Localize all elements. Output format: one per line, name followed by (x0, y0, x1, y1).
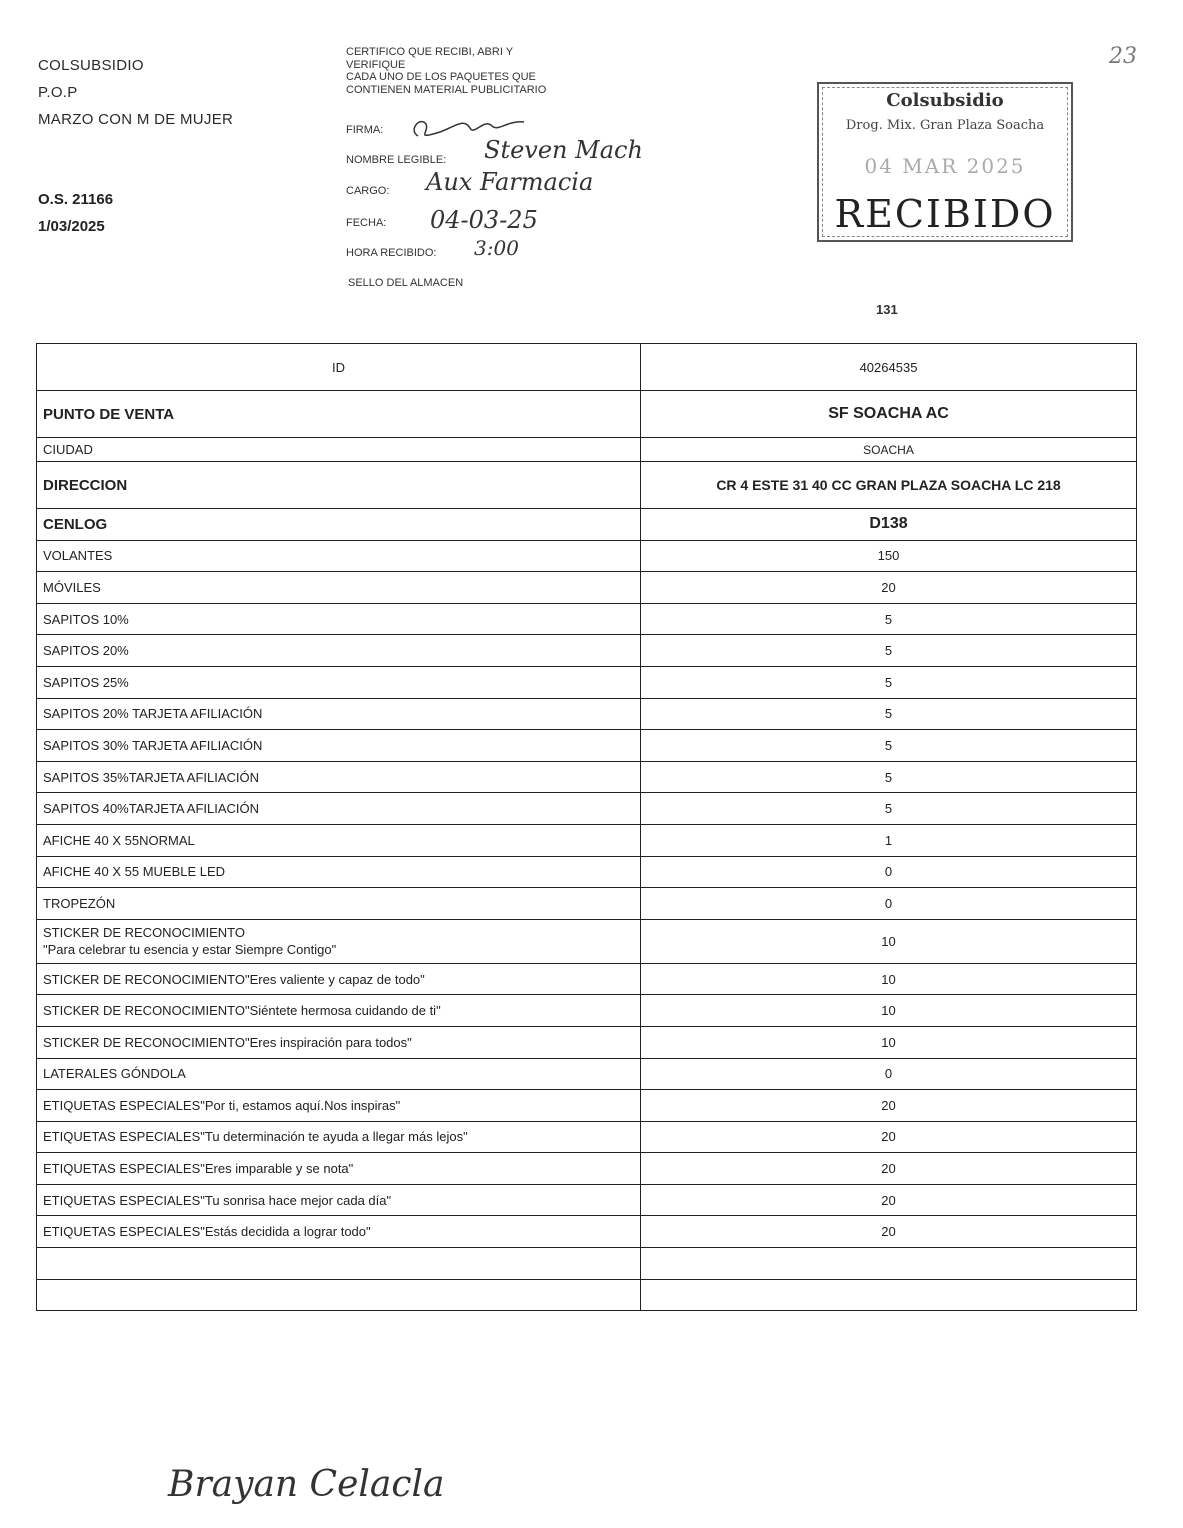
row-value: 5 (641, 730, 1137, 762)
row-label: DIRECCION (37, 462, 641, 509)
row-value: 0 (641, 888, 1137, 920)
stamp-store: Drog. Mix. Gran Plaza Soacha (845, 118, 1045, 133)
row-label: SAPITOS 20% TARJETA AFILIACIÓN (37, 698, 641, 730)
row-value: 5 (641, 666, 1137, 698)
material-table (36, 343, 1137, 1311)
row-label: STICKER DE RECONOCIMIENTO"Siéntete hermosa cuidando de ti" (37, 995, 641, 1027)
stamp-recibido: RECIBIDO (834, 192, 1056, 236)
row-value: 5 (641, 761, 1137, 793)
row-label: LATERALES GÓNDOLA (37, 1058, 641, 1090)
table-row (37, 730, 1137, 762)
table-row (37, 603, 1137, 635)
table-row (37, 761, 1137, 793)
row-value: 10 (641, 919, 1137, 963)
order-date: 1/03/2025 (38, 218, 105, 235)
cargo-label: CARGO: (346, 185, 390, 197)
row-label: CENLOG (37, 509, 641, 541)
row-label: ETIQUETAS ESPECIALES"Tu sonrisa hace mejor cada día" (37, 1184, 641, 1216)
table-row (37, 1026, 1137, 1058)
row-value: CR 4 ESTE 31 40 CC GRAN PLAZA SOACHA LC 218 (641, 462, 1137, 509)
table-row (37, 344, 1137, 391)
row-value: SF SOACHA AC (641, 391, 1137, 438)
row-label: SAPITOS 10% (37, 603, 641, 635)
row-value: 20 (641, 572, 1137, 604)
table-row (37, 509, 1137, 541)
row-value-empty (641, 1279, 1137, 1311)
row-label-line-1: STICKER DE RECONOCIMIENTO (43, 925, 246, 941)
reference-number: 131 (876, 302, 898, 317)
table-row (37, 919, 1137, 963)
order-number: O.S. 21166 (38, 191, 114, 208)
order-block (38, 186, 113, 240)
row-value: 20 (641, 1184, 1137, 1216)
nombre-value: Steven Mach (484, 136, 643, 164)
table-row (37, 462, 1137, 509)
row-value: 10 (641, 1026, 1137, 1058)
table-row (37, 391, 1137, 438)
table-row (37, 698, 1137, 730)
nombre-label: NOMBRE LEGIBLE: (346, 154, 447, 166)
row-value: 10 (641, 963, 1137, 995)
stamp-brand: Colsubsidio (886, 90, 1004, 111)
row-value: 40264535 (641, 344, 1137, 391)
row-label: SAPITOS 20% (37, 635, 641, 667)
table-row (37, 1184, 1137, 1216)
received-stamp (817, 82, 1073, 242)
sello-label: SELLO DEL ALMACEN (348, 277, 464, 289)
row-value: 20 (641, 1090, 1137, 1122)
row-value: 20 (641, 1121, 1137, 1153)
row-value: 1 (641, 824, 1137, 856)
row-value: 5 (641, 603, 1137, 635)
cargo-value: Aux Farmacia (426, 168, 594, 196)
row-label: ETIQUETAS ESPECIALES"Eres imparable y se nota" (37, 1153, 641, 1185)
stamp-date: 04 MAR 2025 (864, 154, 1026, 178)
row-label: CIUDAD (37, 438, 641, 462)
row-value: SOACHA (641, 438, 1137, 462)
table-row (37, 888, 1137, 920)
row-value: 0 (641, 1058, 1137, 1090)
row-label: SAPITOS 25% (37, 666, 641, 698)
row-value: 20 (641, 1216, 1137, 1248)
row-value-empty (641, 1248, 1137, 1280)
row-label-empty (37, 1248, 641, 1280)
row-value: D138 (641, 509, 1137, 541)
table-row (37, 793, 1137, 825)
row-label-line-2: "Para celebrar tu esencia y estar Siempre Contigo" (43, 942, 337, 958)
table-row (37, 635, 1137, 667)
table-row (37, 1090, 1137, 1122)
row-label: ETIQUETAS ESPECIALES"Estás decidida a lograr todo" (37, 1216, 641, 1248)
table-row (37, 540, 1137, 572)
table-row (37, 1153, 1137, 1185)
row-value: 5 (641, 793, 1137, 825)
table-row (37, 995, 1137, 1027)
cert-line-2: VERIFIQUE (346, 58, 406, 71)
header-left (38, 52, 233, 133)
campaign-name: MARZO CON M DE MUJER (38, 111, 234, 128)
fecha-label: FECHA: (346, 217, 387, 229)
table-row (37, 1058, 1137, 1090)
hora-label: HORA RECIBIDO: (346, 247, 437, 259)
row-value: 20 (641, 1153, 1137, 1185)
footer-signature: Brayan Celacla (168, 1464, 445, 1505)
row-value: 0 (641, 856, 1137, 888)
page-number: 23 (1109, 44, 1137, 69)
cert-line-1: CERTIFICO QUE RECIBI, ABRI Y (346, 46, 514, 58)
cert-line-4: CONTIENEN MATERIAL PUBLICITARIO (346, 83, 547, 96)
row-value: 150 (641, 540, 1137, 572)
row-value: 10 (641, 995, 1137, 1027)
table-row (37, 666, 1137, 698)
table-row (37, 824, 1137, 856)
table-row (37, 1216, 1137, 1248)
row-label: SAPITOS 30% TARJETA AFILIACIÓN (37, 730, 641, 762)
fecha-value: 04-03-25 (430, 206, 538, 234)
table-row-empty (37, 1279, 1137, 1311)
row-label: TROPEZÓN (37, 888, 641, 920)
table-row (37, 572, 1137, 604)
row-label: STICKER DE RECONOCIMIENTO"Eres inspiración para todos" (37, 1026, 641, 1058)
row-label: AFICHE 40 X 55 MUEBLE LED (37, 856, 641, 888)
table-row (37, 963, 1137, 995)
certification-text (346, 46, 546, 96)
department: P.O.P (38, 84, 78, 101)
row-label: ETIQUETAS ESPECIALES"Tu determinación te ayuda a llegar más lejos" (37, 1121, 641, 1153)
hora-value: 3:00 (474, 236, 519, 260)
table-row-empty (37, 1248, 1137, 1280)
table-row (37, 1121, 1137, 1153)
row-label: VOLANTES (37, 540, 641, 572)
row-label-empty (37, 1279, 641, 1311)
table-row (37, 856, 1137, 888)
firma-label: FIRMA: (346, 124, 384, 136)
row-label: ETIQUETAS ESPECIALES"Por ti, estamos aquí.Nos inspiras" (37, 1090, 641, 1122)
row-label: SAPITOS 40%TARJETA AFILIACIÓN (37, 793, 641, 825)
row-label (37, 919, 641, 963)
row-value: 5 (641, 698, 1137, 730)
row-label: ID (37, 344, 641, 391)
row-label: STICKER DE RECONOCIMIENTO"Eres valiente y capaz de todo" (37, 963, 641, 995)
cert-line-3: CADA UNO DE LOS PAQUETES QUE (346, 71, 536, 83)
org-name: COLSUBSIDIO (38, 57, 144, 74)
row-label: MÓVILES (37, 572, 641, 604)
row-label: PUNTO DE VENTA (37, 391, 641, 438)
row-label: AFICHE 40 X 55NORMAL (37, 824, 641, 856)
row-label: SAPITOS 35%TARJETA AFILIACIÓN (37, 761, 641, 793)
table-row (37, 438, 1137, 462)
row-value: 5 (641, 635, 1137, 667)
